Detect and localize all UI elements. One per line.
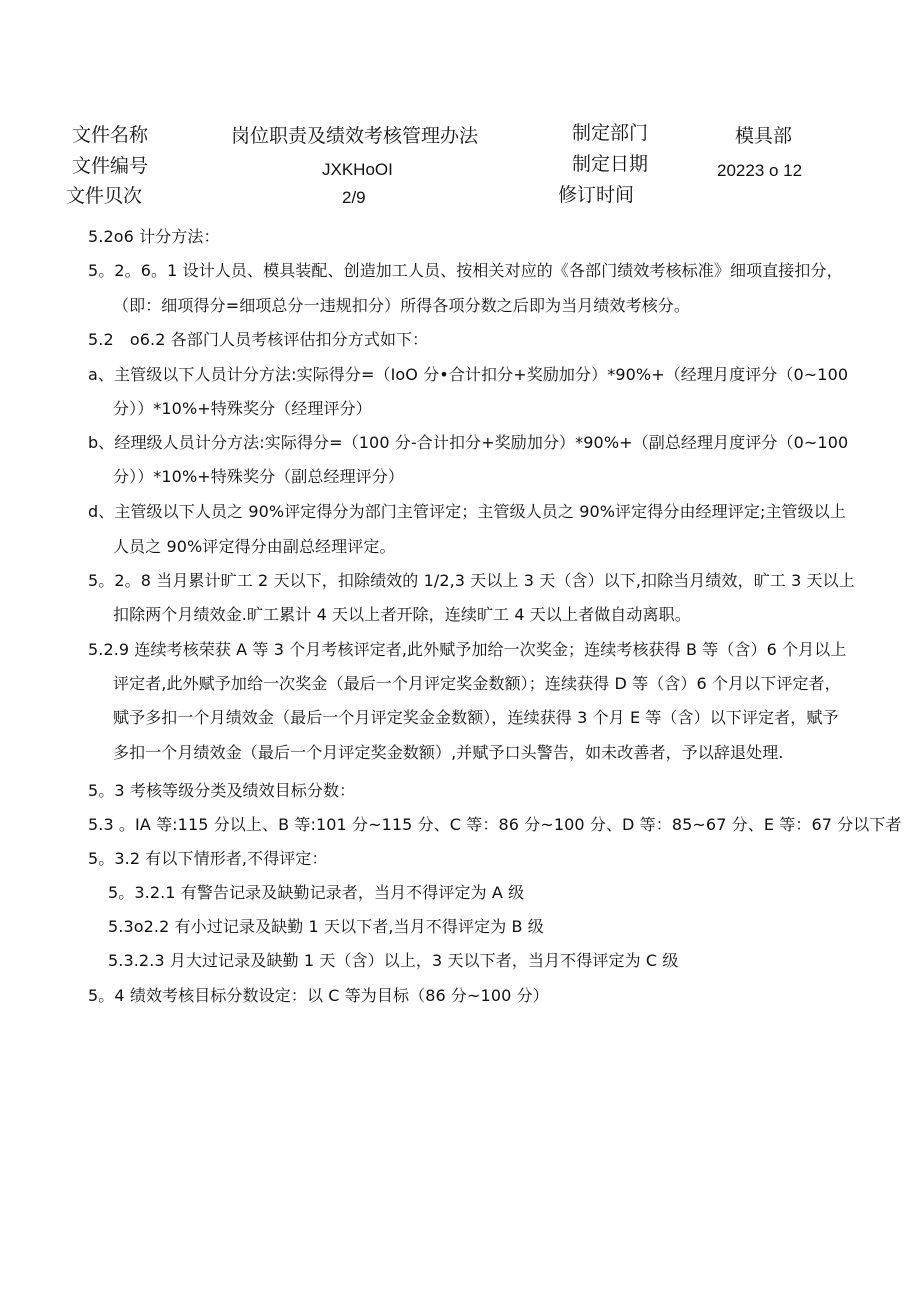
section-5-4-title: 5。4 绩效考核目标分数设定：以 C 等为目标（86 分~100 分） [88,986,549,1005]
body-line: 5.3o2.2 有小过记录及缺勤 1 天以下者,当月不得评定为 B 级 [108,917,544,936]
body-line: 5。3.2.1 有警告记录及缺勤记录者，当月不得评定为 A 级 [108,883,525,902]
section-5-2-6-title: 5.2o6 计分方法： [88,227,220,246]
revision-label: 修订时间 [558,184,635,206]
file-name-value: 岗位职责及绩效考核管理办法 [231,125,479,147]
body-line: a、主管级以下人员计分方法:实际得分=（IoO 分•合计扣分+奖励加分）*90%+（经理月度评分（0~100 [88,365,849,384]
body-line: 5.3 。IA 等:115 分以上、B 等:101 分~115 分、C 等：86 分~100 分、D 等：85~67 分、E 等：67 分以下者 [88,815,902,834]
body-line: 人员之 90%评定得分由副总经理评定。 [113,537,396,556]
date-label: 制定日期 [572,153,649,175]
body-line: 评定者,此外赋予加给一次奖金（最后一个月评定奖金数额）；连续获得 D 等（含）6 个月以下评定者， [113,674,841,693]
section-5-3-title: 5。3 考核等级分类及绩效目标分数： [88,781,356,800]
section-5-3-2-title: 5。3.2 有以下情形者,不得评定： [88,849,328,868]
section-5-2-6-2-title: 5.2 o6.2 各部门人员考核评估扣分方式如下： [88,330,429,349]
date-value: 20223 o 12 [717,161,803,180]
body-line: 5.3.2.3 月大过记录及缺勤 1 天（含）以上，3 天以下者，当月不得评定为 C 级 [108,951,679,970]
body-line: b、经理级人员计分方法:实际得分=（100 分-合计扣分+奖励加分）*90%+（副总经理月度评分（0~100 [88,433,849,452]
department-value: 模具部 [735,125,793,147]
body-line: d、主管级以下人员之 90%评定得分为部门主管评定；主管级人员之 90%评定得分由经理评定;主管级以上 [88,502,846,521]
body-line: 多扣一个月绩效金（最后一个月评定奖金数额）,并赋予口头警告，如未改善者，予以辞退处理. [113,743,784,762]
body-line: （即：细项得分=细项总分一违规扣分）所得各项分数之后即为当月绩效考核分。 [113,296,691,315]
file-number-label: 文件编号 [72,155,149,177]
body-line: 5。2。6。1 设计人员、模具装配、创造加工人员、按相关对应的《各部门绩效考核标准》细项直接扣分， [88,261,843,280]
file-page-value: 2/9 [342,188,366,207]
file-name-label: 文件名称 [72,124,149,146]
body-line: 扣除两个月绩效金.旷工累计 4 天以上者开除，连续旷工 4 天以上者做自动离职。 [113,605,691,624]
body-line: 赋予多扣一个月绩效金（最后一个月评定奖金金数额），连续获得 3 个月 E 等（含）以下评定者，赋予 [113,708,839,727]
body-line: 分））*10%+特殊奖分（经理评分） [113,399,372,418]
file-number-value: JXKHoOI [322,160,393,179]
file-page-label: 文件贝次 [66,185,143,207]
body-line: 分））*10%+特殊奖分（副总经理评分） [113,467,404,486]
body-line: 5.2.9 连续考核荣获 A 等 3 个月考核评定者,此外赋予加给一次奖金；连续考核获得 B 等（含）6 个月以上 [88,640,847,659]
body-line: 5。2。8 当月累计旷工 2 天以下，扣除绩效的 1/2,3 天以上 3 天（含）以下,扣除当月绩效，旷工 3 天以上 [88,571,855,590]
department-label: 制定部门 [572,122,649,144]
